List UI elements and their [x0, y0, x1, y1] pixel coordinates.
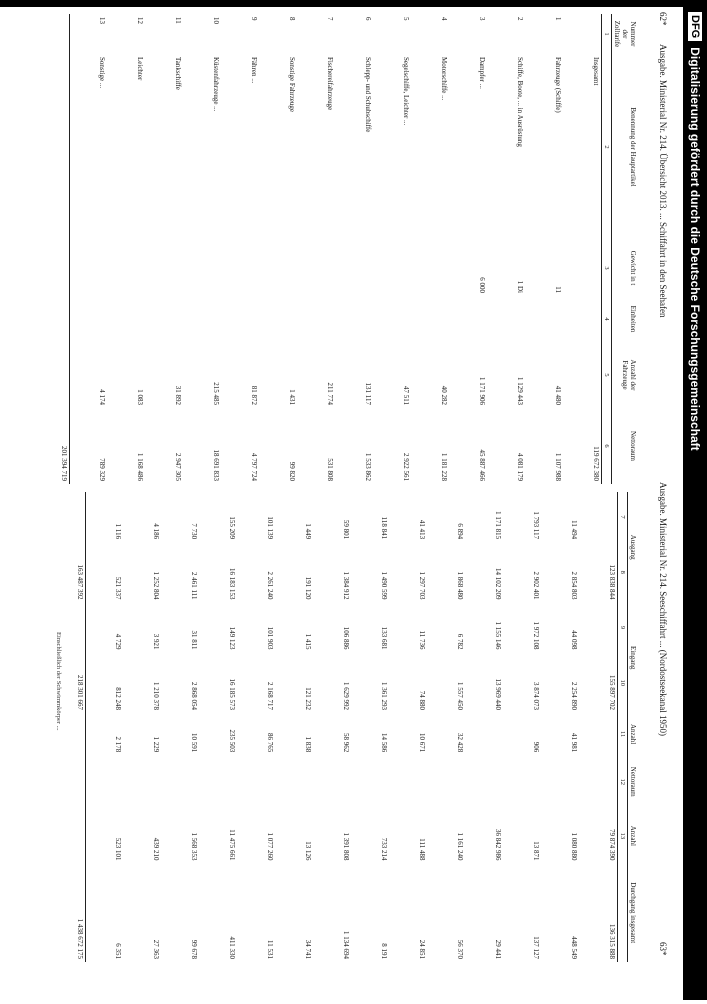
- cell: 18 691 833: [212, 449, 221, 481]
- cell: 191 120: [304, 576, 313, 600]
- cell: 448 549: [570, 936, 579, 959]
- table-row: [107, 14, 145, 484]
- cell: 235 503: [228, 729, 237, 753]
- table-row: [427, 492, 465, 962]
- cell: 155 897 702: [607, 674, 616, 710]
- cell: 86 765: [266, 733, 275, 753]
- cell: 2 168 717: [266, 681, 275, 710]
- cell: 1 361 293: [380, 681, 389, 710]
- cell: [69, 240, 107, 296]
- top-border: [0, 0, 707, 7]
- table-row: [563, 14, 601, 484]
- cell: [563, 240, 601, 296]
- cell: 1 252 804: [152, 571, 161, 600]
- cell: 32 428: [456, 733, 465, 753]
- cell: 1 077 260: [266, 832, 275, 861]
- cell: [237, 755, 275, 808]
- col-header: Anzahl der Fahrzeuge: [620, 359, 637, 391]
- table-row: [297, 14, 335, 484]
- cell: [579, 602, 617, 652]
- row-label: Schlepp- und Schubschiffe: [364, 57, 373, 133]
- row-number: 10: [212, 17, 221, 24]
- right-total: 1 438 672 175: [75, 863, 86, 962]
- col-number: 5: [601, 342, 611, 408]
- cell: [183, 240, 221, 296]
- cell: 123 838 844: [607, 564, 616, 600]
- cell: 16 185 573: [228, 678, 237, 710]
- cell: 58 962: [342, 733, 351, 753]
- table-row: [411, 14, 449, 484]
- table-row: [85, 492, 123, 962]
- cell: 41 981: [570, 733, 579, 753]
- right-total: 218 301 667: [75, 653, 86, 713]
- table-row: [503, 492, 541, 962]
- row-number: 7: [326, 17, 335, 21]
- row-number: 8: [288, 17, 297, 21]
- row-label: Insgesamt: [591, 57, 600, 86]
- cell: 733 214: [380, 837, 389, 861]
- cell: 2 254 890: [570, 681, 579, 710]
- cell: [427, 755, 465, 808]
- cell: 1 161 240: [456, 832, 465, 861]
- table-row: [313, 492, 351, 962]
- col-header: Eingang: [629, 646, 637, 670]
- cell: 6 000: [478, 277, 487, 293]
- cell: 133 681: [380, 626, 389, 650]
- cell: [313, 755, 351, 808]
- cell: 1 793 117: [532, 511, 541, 540]
- cell: 44 098: [570, 630, 579, 650]
- cell: 211 774: [326, 382, 335, 405]
- cell: 31 811: [190, 630, 199, 650]
- col-number: 10: [617, 653, 627, 713]
- col-number: 11: [617, 713, 627, 755]
- cell: 155 209: [228, 516, 237, 540]
- cell: [123, 755, 161, 808]
- cell: [541, 755, 579, 808]
- cell: [449, 296, 487, 342]
- cell: 6 782: [456, 633, 465, 650]
- cell: [145, 296, 183, 342]
- table-row: [237, 492, 275, 962]
- cell: 2 902 401: [532, 571, 541, 600]
- cell: [275, 755, 313, 808]
- cell: 411 330: [228, 936, 237, 959]
- col-header: Einheiten: [629, 305, 637, 333]
- cell: 2 922 561: [402, 453, 411, 481]
- cell: [335, 296, 373, 342]
- cell: 1 116: [114, 523, 123, 540]
- left-page-title: Ausgabe. Ministerial Nr. 214. Übersicht 2013. ... Schiffahrt in den Seehafen: [658, 44, 668, 318]
- col-number: 12: [617, 755, 627, 808]
- cell: 2 854 803: [570, 571, 579, 600]
- table-row: [183, 14, 221, 484]
- cell: 101 903: [266, 626, 275, 650]
- cell: 1 107 988: [554, 453, 563, 481]
- cell: 7 730: [190, 523, 199, 540]
- cell: [503, 755, 541, 808]
- cell: 10 671: [418, 733, 427, 753]
- cell: 36 842 986: [494, 828, 503, 861]
- cell: 1 210 378: [152, 681, 161, 710]
- cell: [487, 296, 525, 342]
- col-header: Benennung der Hauptartikel: [629, 107, 637, 187]
- cell: 81 872: [250, 385, 259, 405]
- right-page-title: Ausgabe. Ministerial Nr. 214. Seeschiffahrt ... (Nordostseekanal 1950): [658, 482, 668, 737]
- cell: [221, 240, 259, 296]
- cell: 137 127: [532, 936, 541, 959]
- cell: 111 488: [418, 838, 427, 861]
- cell: 27 363: [152, 939, 161, 959]
- row-label: Segelschiffe, Leichter ...: [402, 57, 411, 126]
- cell: 1 415: [304, 633, 313, 650]
- cell: [579, 492, 617, 542]
- cell: 1 391 808: [342, 832, 351, 861]
- cell: 41 413: [418, 519, 427, 540]
- cell: 1 080 880: [570, 832, 579, 861]
- cell: 1 431: [288, 389, 297, 405]
- cell: 789 329: [98, 458, 107, 481]
- cell: [221, 296, 259, 342]
- cell: 1 490 599: [380, 571, 389, 600]
- row-number: [563, 14, 601, 54]
- cell: 1 129 443: [516, 377, 525, 405]
- col-number: 4: [601, 296, 611, 342]
- cell: [69, 296, 107, 342]
- cell: 118 841: [380, 516, 389, 540]
- cell: 812 248: [114, 687, 123, 710]
- cell: 1 557 450: [456, 681, 465, 710]
- table-row: [373, 14, 411, 484]
- cell: 1 568 353: [190, 832, 199, 861]
- table-row: [487, 14, 525, 484]
- table-row: [351, 492, 389, 962]
- dfg-credit-text: Digitalisierung gefördert durch die Deutsche Forschungsgemeinschaft: [688, 47, 702, 451]
- cell: [389, 755, 427, 808]
- cell: 40 282: [440, 385, 449, 405]
- cell: 11 531: [266, 940, 275, 959]
- cell: [107, 296, 145, 342]
- cell: 4 797 724: [250, 453, 259, 481]
- cell: 47 511: [402, 386, 411, 405]
- cell: [259, 240, 297, 296]
- cell: 2 178: [114, 736, 123, 753]
- table-row: [541, 492, 579, 962]
- cell: 11 475 661: [228, 829, 237, 861]
- footnote: Einschließlich der Schwimmkörper ...: [55, 632, 62, 731]
- row-label: Fähren ...: [250, 57, 259, 84]
- table-row: [335, 14, 373, 484]
- cell: 215 485: [212, 382, 221, 405]
- row-number: 12: [136, 17, 145, 24]
- cell: 531 808: [326, 458, 335, 481]
- col-header: Nettoraum: [629, 766, 637, 797]
- cell: 1 533 862: [364, 453, 373, 481]
- cell: 2 261 240: [266, 571, 275, 600]
- cell: [373, 296, 411, 342]
- cell: [297, 240, 335, 296]
- right-statistics-table: [75, 492, 638, 962]
- cell: 1 629 992: [342, 681, 351, 710]
- cell: [351, 755, 389, 808]
- col-header: Nettoraum: [629, 431, 637, 461]
- col-header: Anzahl: [629, 825, 637, 846]
- cell: [183, 296, 221, 342]
- cell: 1 134 694: [342, 931, 351, 959]
- row-label: Küstenfahrzeuge ...: [212, 57, 221, 112]
- cell: 41 480: [554, 385, 563, 405]
- col-number: 2: [601, 54, 611, 240]
- row-number: 9: [250, 17, 259, 21]
- cell: 1 449: [304, 523, 313, 540]
- row-label: Leichter: [136, 57, 145, 81]
- cell: 906: [532, 741, 541, 753]
- cell: 439 210: [152, 837, 161, 861]
- cell: 99 678: [190, 939, 199, 959]
- cell: 45 887 466: [478, 449, 487, 481]
- cell: [259, 296, 297, 342]
- left-total: 201 394 719: [59, 408, 70, 484]
- table-row: [449, 14, 487, 484]
- dfg-logo: DFG: [688, 12, 702, 41]
- cell: 3 921: [152, 633, 161, 650]
- cell: [161, 755, 199, 808]
- col-number: 13: [617, 808, 627, 863]
- cell: 2 947 305: [174, 453, 183, 481]
- cell: 14 586: [380, 733, 389, 753]
- cell: [465, 713, 503, 755]
- right-total: 163 487 392: [75, 542, 86, 602]
- cell: 1 972 108: [532, 621, 541, 650]
- cell: 29 441: [494, 939, 503, 959]
- cell: 119 672 380: [591, 446, 600, 481]
- col-number: [617, 863, 627, 962]
- cell: 13 969 440: [494, 678, 503, 710]
- cell: [107, 240, 145, 296]
- cell: 13 126: [304, 841, 313, 861]
- row-number: 2: [516, 17, 525, 21]
- cell: 149 123: [228, 626, 237, 650]
- cell: 1 171 906: [478, 377, 487, 405]
- cell: 1 384 912: [342, 571, 351, 600]
- cell: 1 297 703: [418, 571, 427, 600]
- left-statistics-table: [59, 14, 638, 484]
- cell: 14 102 209: [494, 567, 503, 600]
- left-page-number: 62*: [658, 12, 668, 26]
- table-row: [259, 14, 297, 484]
- cell: [579, 713, 617, 755]
- cell: 131 117: [364, 382, 373, 405]
- row-label: Fahrzeuge (Schiffe): [554, 57, 563, 113]
- cell: 13 871: [532, 841, 541, 861]
- cell: 4 186: [152, 523, 161, 540]
- table-row: [221, 14, 259, 484]
- cell: 99 820: [288, 461, 297, 481]
- cell: 523 101: [114, 837, 123, 861]
- row-number: 5: [402, 17, 411, 21]
- cell: 1 181 228: [440, 453, 449, 481]
- row-label: Motorschiffe ...: [440, 57, 449, 101]
- cell: 24 851: [418, 939, 427, 959]
- table-row: [275, 492, 313, 962]
- table-row: [161, 492, 199, 962]
- cell: 6 894: [456, 523, 465, 540]
- table-row: [69, 14, 107, 484]
- cell: 1 868 480: [456, 571, 465, 600]
- cell: 4 729: [114, 633, 123, 650]
- cell: 8 191: [380, 943, 389, 959]
- cell: 1 171 815: [494, 511, 503, 540]
- cell: 74 880: [418, 690, 427, 710]
- cell: [335, 240, 373, 296]
- rotated-scanned-page: [12, 12, 672, 972]
- cell: 3 874 073: [532, 681, 541, 710]
- row-label: Fischereifahrzeuge: [326, 57, 335, 111]
- table-row: [579, 492, 617, 962]
- row-number: 4: [440, 17, 449, 21]
- col-header: Ausgang: [629, 534, 637, 560]
- cell: 1 229: [152, 736, 161, 753]
- row-number: 1: [554, 17, 563, 21]
- cell: 6 351: [114, 943, 123, 959]
- row-label: Dampfer ...: [478, 57, 487, 89]
- cell: [199, 755, 237, 808]
- cell: [145, 240, 183, 296]
- cell: 1 155 146: [494, 621, 503, 650]
- cell: 4 174: [98, 389, 107, 405]
- col-number: 8: [617, 542, 627, 602]
- cell: 16 183 153: [228, 567, 237, 600]
- cell: 4 081 179: [516, 453, 525, 481]
- cell: [563, 342, 601, 408]
- cell: 101 139: [266, 516, 275, 540]
- cell: 11 494: [570, 520, 579, 540]
- cell: 11: [554, 286, 563, 293]
- col-header: Nummer der Zolltarife: [612, 20, 637, 48]
- cell: 34 741: [304, 939, 313, 959]
- cell: [525, 296, 563, 342]
- cell: 79 874 390: [607, 828, 616, 861]
- cell: 2 868 054: [190, 681, 199, 710]
- table-row: [389, 492, 427, 962]
- row-number: 13: [98, 17, 107, 24]
- cell: [297, 296, 335, 342]
- cell: [373, 240, 411, 296]
- cell: 56 370: [456, 939, 465, 959]
- cell: 1 168 486: [136, 453, 145, 481]
- cell: 2 461 111: [190, 571, 199, 600]
- cell: 521 337: [114, 576, 123, 600]
- cell: 1 838: [304, 736, 313, 753]
- cell: [85, 755, 123, 808]
- cell: 31 892: [174, 385, 183, 405]
- right-page-number: 63*: [658, 942, 668, 956]
- cell: 11 736: [418, 630, 427, 650]
- col-number: 6: [601, 408, 611, 484]
- cell: 1 083: [136, 389, 145, 405]
- cell: [411, 296, 449, 342]
- table-row: [199, 492, 237, 962]
- row-label: Schiffe, Boote, ... in Ausrüstung: [516, 57, 525, 147]
- cell: [465, 755, 503, 808]
- col-number: 3: [601, 240, 611, 296]
- table-row: [123, 492, 161, 962]
- col-header: Durchgang insgesamt: [629, 882, 637, 944]
- col-number: 1: [601, 14, 611, 54]
- cell: 121 232: [304, 687, 313, 710]
- cell: [563, 296, 601, 342]
- table-row: [525, 14, 563, 484]
- row-label: Sonstige Fahrzeuge: [288, 57, 297, 113]
- col-header: Anzahl: [629, 724, 637, 745]
- col-header: Gewicht in t: [629, 250, 637, 286]
- table-row: [145, 14, 183, 484]
- cell: 10 591: [190, 733, 199, 753]
- cell: [579, 755, 617, 808]
- cell: [411, 240, 449, 296]
- col-number: 9: [617, 602, 627, 652]
- cell: 136 315 888: [607, 924, 616, 959]
- table-row: [465, 492, 503, 962]
- cell: 106 886: [342, 626, 351, 650]
- row-number: 11: [174, 17, 183, 24]
- dfg-banner-text-area: [683, 8, 707, 1000]
- row-number: 3: [478, 17, 487, 21]
- cell: 1 Di: [516, 280, 525, 293]
- col-number: 7: [617, 492, 627, 542]
- cell: 59 801: [342, 519, 351, 540]
- row-label: Tankschiffe: [174, 57, 183, 90]
- row-number: 6: [364, 17, 373, 21]
- row-label: Sonstige ...: [98, 57, 107, 89]
